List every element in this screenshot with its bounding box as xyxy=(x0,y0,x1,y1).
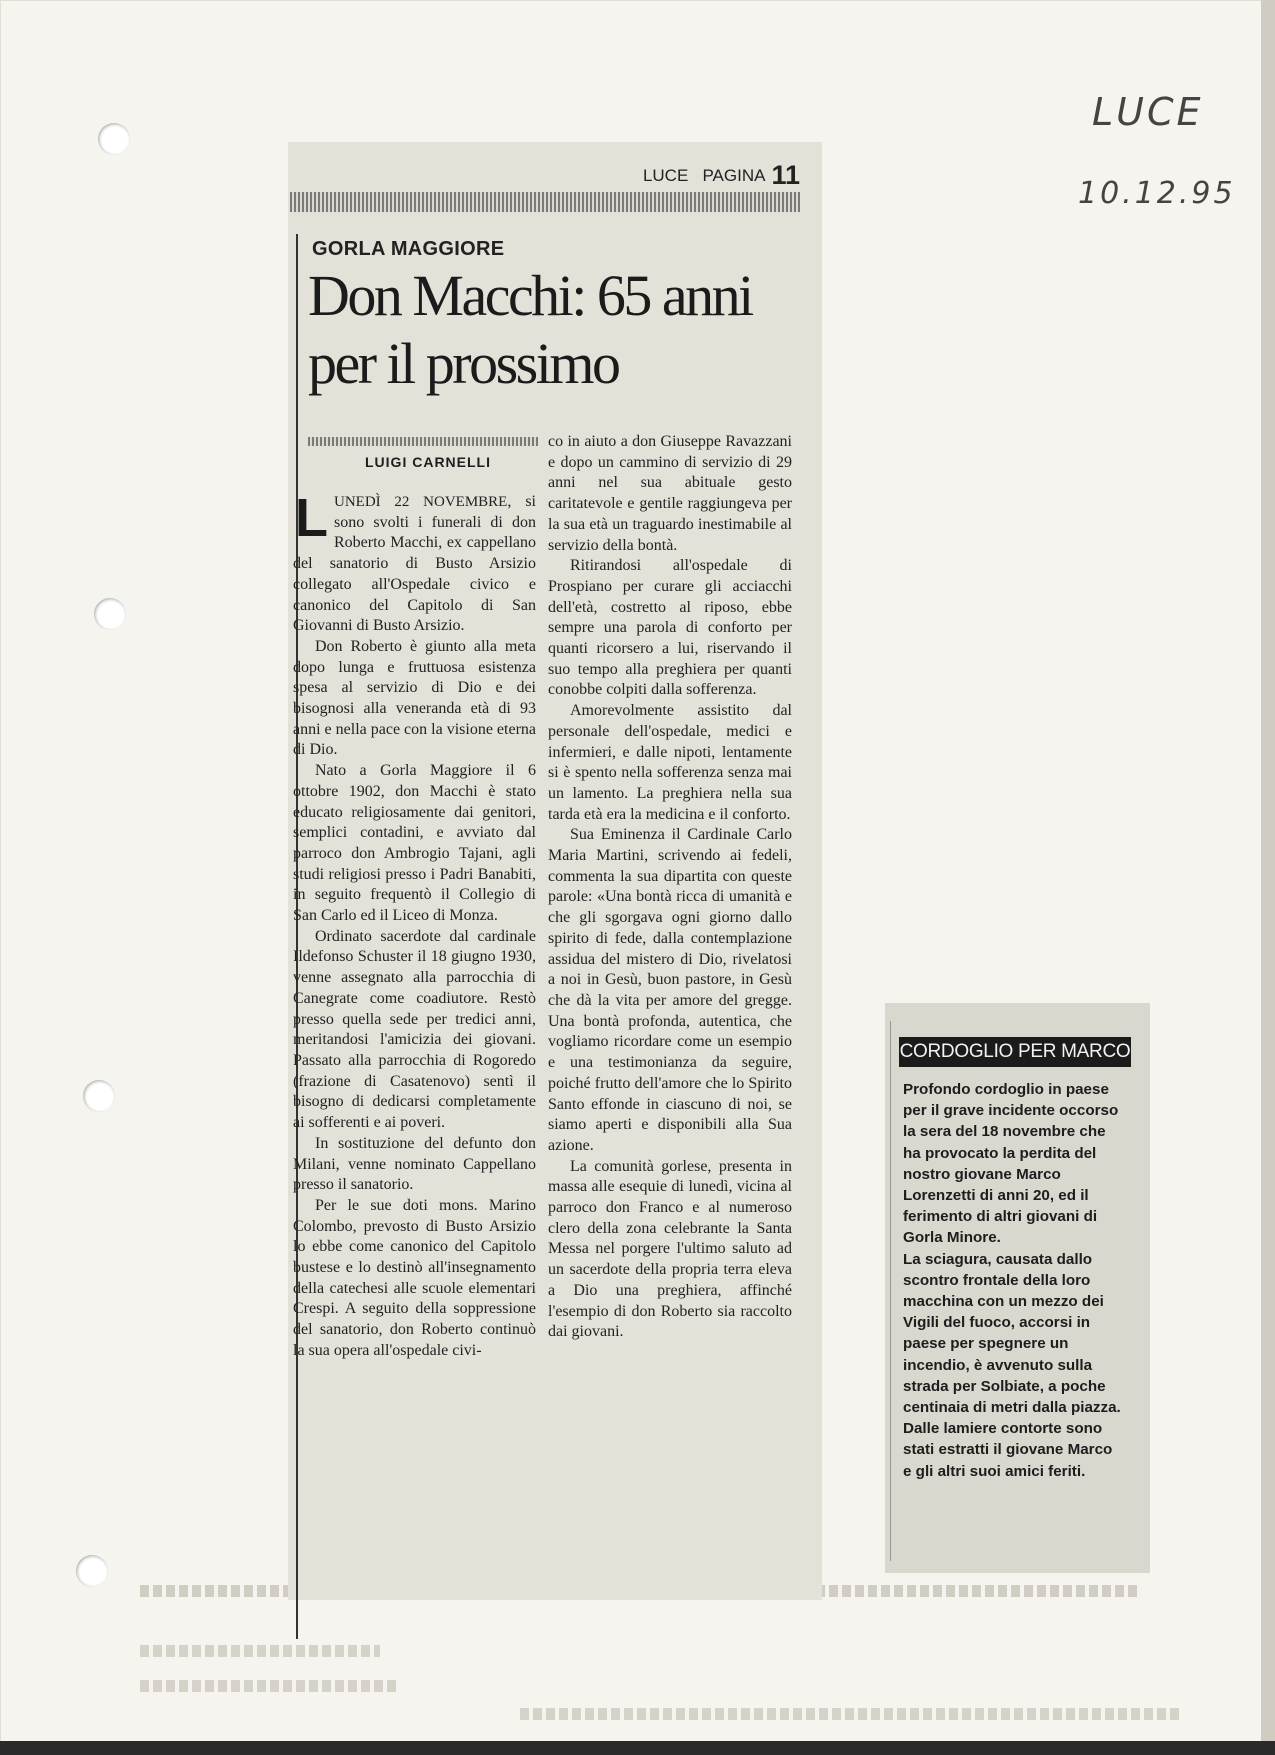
headline-line-1: Don Macchi: 65 anni xyxy=(308,263,752,328)
article-column-left xyxy=(293,488,536,1362)
paragraph: Amorevolmente assistito dal personale dell'ospedale, medici e infermieri, e dalle nipoti, lentamente si è spento nella sofferenza senza mai un lamento. La preghiera nella sua tarda età era la medicina e il conforto. xyxy=(548,702,792,823)
publication-name: LUCE xyxy=(642,166,689,185)
handwritten-date-note: 10.12.95 xyxy=(1078,176,1236,211)
page-bottom-edge xyxy=(0,1741,1275,1755)
paragraph: Nato a Gorla Maggiore il 6 ottobre 1902, don Macchi è stato educato religiosamente dai genitori, semplici contadini, e avviato dal parroco don Ambrogio Tajani, agli studi religiosi presso i Padri Banabiti, in seguito frequentò il Collegio di San Carlo ed il Liceo di Monza. xyxy=(293,762,536,925)
lead-paragraph xyxy=(293,488,536,637)
lead-text: , si sono svolti i funerali di don Roberto Macchi, ex cappellano del sanatorio di Busto Arsizio collegato all'Ospedale civico e canonico del Capitolo di San Giovanni di Busto Arsizio. xyxy=(293,493,536,635)
side-article-title: CORDOGLIO PER MARCO xyxy=(899,1037,1131,1067)
side-article-body xyxy=(903,1079,1123,1482)
punch-hole-2 xyxy=(94,598,126,630)
reverse-bleed-2 xyxy=(140,1645,380,1657)
headline-line-2: per il prossimo xyxy=(308,331,619,396)
paragraph: Ritirandosi all'ospedale di Prospiano per curare gli acciacchi dell'età, costretto al riposo, ebbe sempre una parola di conforto per quanti ricorsero a lui, riservando il suo tempo alla preghiera per quanti conobbe colpiti dalla sofferenza. xyxy=(548,557,792,699)
paragraph: Don Roberto è giunto alla meta dopo lunga e fruttuosa esistenza spesa al servizio di Dio e dei bisognosi alla veneranda età di 93 anni e nella pace con la visione eterna di Dio. xyxy=(293,637,536,759)
side-clipping-rule xyxy=(890,1021,891,1561)
headline xyxy=(308,262,798,398)
side-paragraph: La sciagura, causata dallo scontro frontale della loro macchina con un mezzo dei Vigili del fuoco, accorsi in paese per spegnere un incendio, è avvenuto sulla strada per Solbiate, a poche centinaia di metri dalla piazza. xyxy=(903,1250,1121,1417)
side-clipping xyxy=(885,1003,1150,1573)
lead-date: UNEDÌ 22 NOVEMBRE xyxy=(334,494,508,510)
header-rule xyxy=(290,192,800,212)
paragraph: Per le sue doti mons. Marino Colombo, prevosto di Busto Arsizio lo ebbe come canonico del Capitolo bustese e lo destinò all'insegnamento della catechesi alle scuole elementari Crespi. A seguito della soppressione del sanatorio, don Roberto continuò la sua opera all'ospedale civi- xyxy=(293,1196,536,1359)
drop-cap: L xyxy=(295,488,328,548)
section-label: GORLA MAGGIORE xyxy=(312,238,505,260)
reverse-bleed-3 xyxy=(140,1680,400,1692)
newspaper-clipping xyxy=(288,142,822,1600)
paragraph: La comunità gorlese, presenta in massa alle esequie di lunedì, vicina al parroco don Franco e al numeroso clero della zona celebrante la Santa Messa nel porgere l'ultimo saluto ad un sacerdote della propria terra eleva a Dio una preghiera, affinché l'esempio di don Roberto sia raccolto dai giovani. xyxy=(548,1157,792,1341)
byline: LUIGI CARNELLI xyxy=(365,454,491,470)
handwritten-source-note: LUCE xyxy=(1092,90,1204,134)
page-word: PAGINA xyxy=(702,166,766,185)
page-header xyxy=(643,160,800,191)
paragraph: Ordinato sacerdote dal cardinale Ildefonso Schuster il 18 giugno 1930, venne assegnato alla parrocchia di Canegrate come coadiutore. Restò presso quella sede per tredici anni, meritandosi l'amicizia dei giovani. Passato alla parrocchia di Rogoredo (frazione di Casatenovo) sentì il bisogno di dedicarsi completamente ai sofferenti e ai poveri. xyxy=(293,927,536,1132)
article-column-right xyxy=(548,432,792,1343)
page-number: 11 xyxy=(771,160,800,190)
continuation-paragraph: co in aiuto a don Giuseppe Ravazzani e dopo un cammino di servizio di 29 anni nel sua abituale gesto caritatevole e gentile raggiungeva per la sua età un traguardo inestimabile al servizio della bontà. xyxy=(548,433,792,554)
punch-hole-4 xyxy=(76,1555,108,1587)
paragraph: In sostituzione del defunto don Milani, venne nominato Cappellano presso il sanatorio. xyxy=(293,1134,536,1194)
paragraph: Sua Eminenza il Cardinale Carlo Maria Martini, scrivendo ai fedeli, commenta la sua dipartita con queste parole: «Una bontà ricca di umanità e che gli sgorgava ogni giorno dallo spirito di fede, dalla contemplazione assidua del mistero di Dio, rivelatosi a noi in Gesù, buon pastore, in Gesù che dà la vita per amore del gregge. Una bontà profonda, autentica, che vogliamo ricordare come un esempio e una testimonianza da seguire, poiché frutto dell'amore che lo Spirito Santo effonde in ciascuno di noi, se siamo aperti e disponibili alla Sua azione. xyxy=(548,826,792,1154)
punch-hole-3 xyxy=(83,1080,115,1112)
side-paragraph: Dalle lamiere contorte sono stati estratti il giovane Marco e gli altri suoi amici feriti. xyxy=(903,1420,1113,1480)
side-paragraph: Profondo cordoglio in paese per il grave incidente occorso la sera del 18 novembre che ha provocato la perdita del nostro giovane Marco Lorenzetti di anni 20, ed il ferimento di altri giovani di Gorla Minore. xyxy=(903,1081,1119,1247)
byline-rule xyxy=(308,437,538,446)
reverse-bleed-4 xyxy=(520,1708,1180,1720)
page-right-edge xyxy=(1261,0,1275,1755)
clipping-header xyxy=(312,152,800,188)
punch-hole-1 xyxy=(98,123,130,155)
